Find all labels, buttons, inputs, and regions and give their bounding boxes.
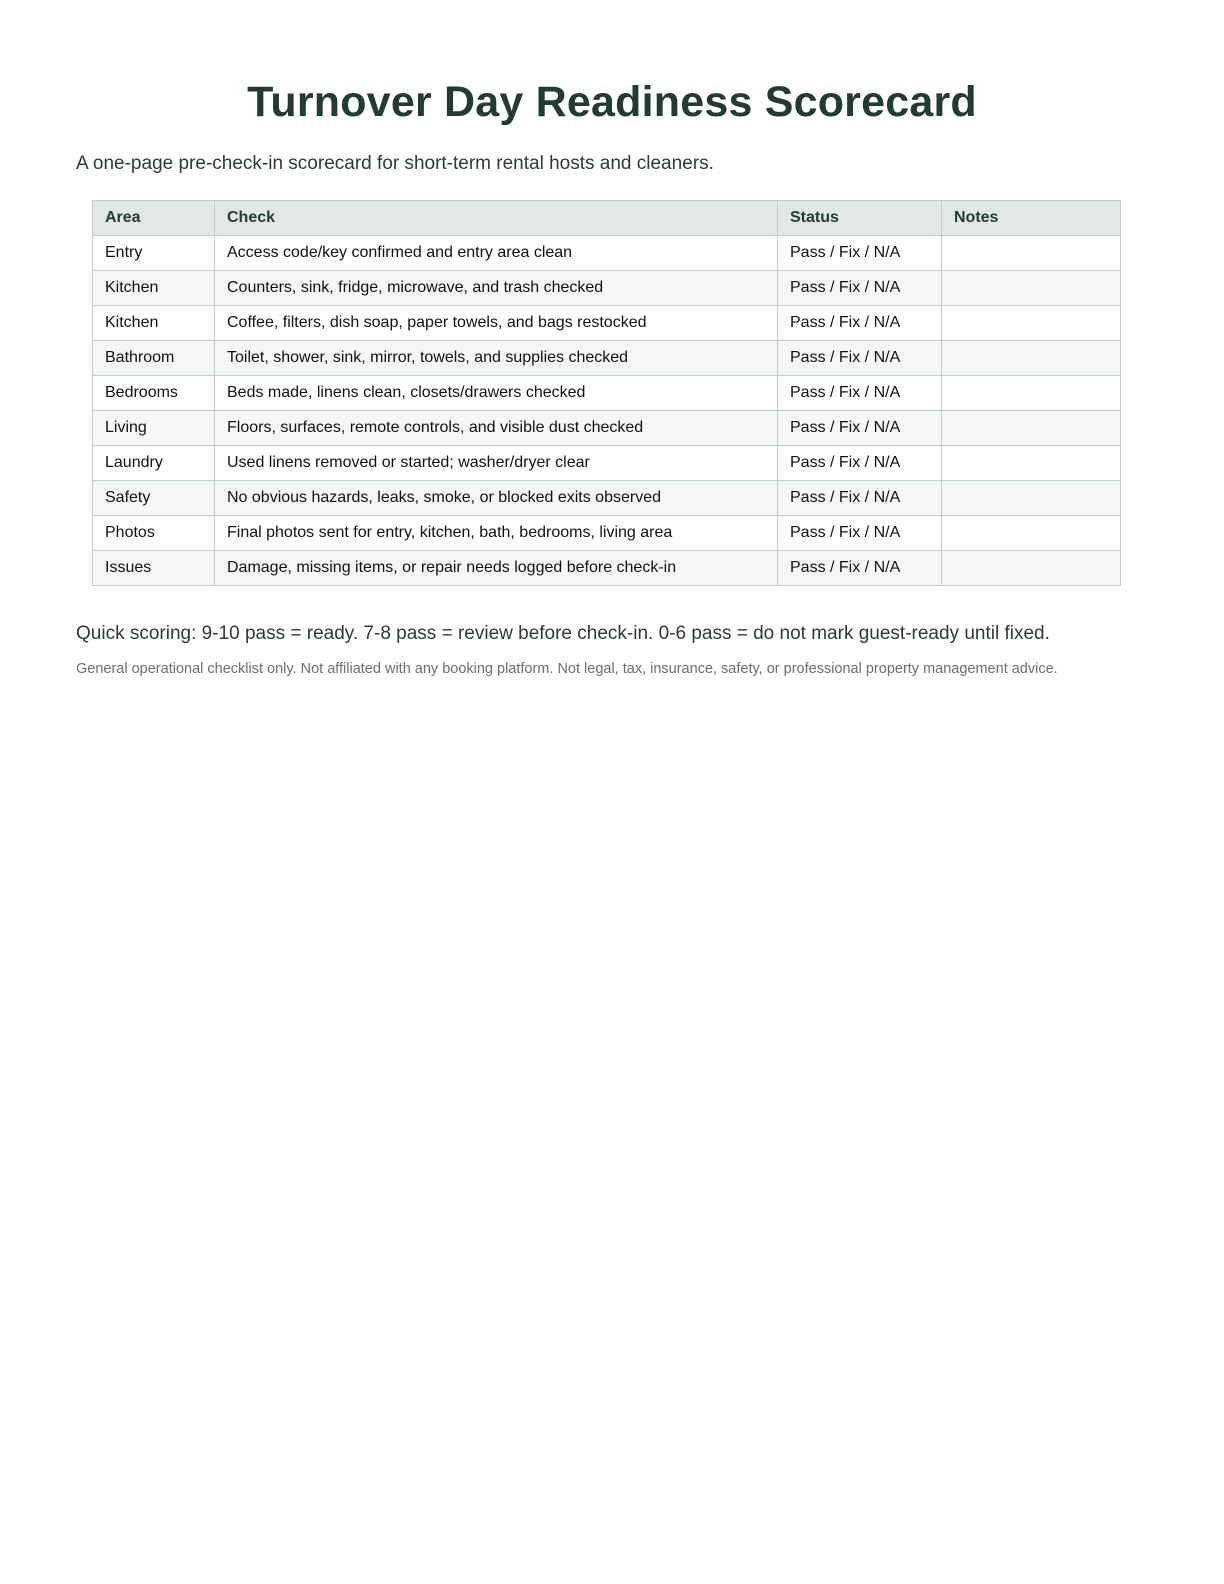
status-cell: Pass / Fix / N/A (778, 306, 942, 341)
check-cell: Beds made, linens clean, closets/drawers checked (215, 376, 778, 411)
check-cell: Floors, surfaces, remote controls, and visible dust checked (215, 411, 778, 446)
table-row (93, 516, 1121, 551)
page-subtitle: A one-page pre-check-in scorecard for short-term rental hosts and cleaners. (76, 153, 714, 174)
area-cell: Entry (93, 236, 215, 271)
check-cell: Counters, sink, fridge, microwave, and trash checked (215, 271, 778, 306)
status-cell: Pass / Fix / N/A (778, 411, 942, 446)
area-cell: Kitchen (93, 306, 215, 341)
quick-scoring-note: Quick scoring: 9-10 pass = ready. 7-8 pass = review before check-in. 0-6 pass = do not mark guest-ready until fixed. (76, 623, 1050, 644)
column-header-area: Area (93, 201, 215, 236)
disclaimer-text: General operational checklist only. Not affiliated with any booking platform. Not legal, tax, insurance, safety, or professional property management advice. (76, 661, 1058, 677)
check-cell: Toilet, shower, sink, mirror, towels, and supplies checked (215, 341, 778, 376)
check-cell: Coffee, filters, dish soap, paper towels, and bags restocked (215, 306, 778, 341)
notes-cell (942, 551, 1121, 586)
notes-cell (942, 411, 1121, 446)
status-cell: Pass / Fix / N/A (778, 271, 942, 306)
column-header-notes: Notes (942, 201, 1121, 236)
table-row (93, 481, 1121, 516)
status-cell: Pass / Fix / N/A (778, 236, 942, 271)
table-row (93, 411, 1121, 446)
notes-cell (942, 306, 1121, 341)
area-cell: Bedrooms (93, 376, 215, 411)
table-row (93, 306, 1121, 341)
check-cell: Access code/key confirmed and entry area clean (215, 236, 778, 271)
check-cell: No obvious hazards, leaks, smoke, or blocked exits observed (215, 481, 778, 516)
column-header-check: Check (215, 201, 778, 236)
notes-cell (942, 376, 1121, 411)
notes-cell (942, 271, 1121, 306)
area-cell: Safety (93, 481, 215, 516)
column-header-status: Status (778, 201, 942, 236)
scorecard-table (92, 200, 1121, 586)
table-row (93, 341, 1121, 376)
status-cell: Pass / Fix / N/A (778, 376, 942, 411)
area-cell: Laundry (93, 446, 215, 481)
table-header-row (93, 201, 1121, 236)
table-row (93, 236, 1121, 271)
notes-cell (942, 341, 1121, 376)
table-row (93, 271, 1121, 306)
area-cell: Bathroom (93, 341, 215, 376)
status-cell: Pass / Fix / N/A (778, 446, 942, 481)
table-row (93, 446, 1121, 481)
notes-cell (942, 516, 1121, 551)
notes-cell (942, 236, 1121, 271)
area-cell: Kitchen (93, 271, 215, 306)
table-row (93, 376, 1121, 411)
check-cell: Damage, missing items, or repair needs logged before check-in (215, 551, 778, 586)
status-cell: Pass / Fix / N/A (778, 341, 942, 376)
check-cell: Final photos sent for entry, kitchen, bath, bedrooms, living area (215, 516, 778, 551)
status-cell: Pass / Fix / N/A (778, 551, 942, 586)
area-cell: Living (93, 411, 215, 446)
table-row (93, 551, 1121, 586)
notes-cell (942, 481, 1121, 516)
notes-cell (942, 446, 1121, 481)
area-cell: Issues (93, 551, 215, 586)
status-cell: Pass / Fix / N/A (778, 481, 942, 516)
status-cell: Pass / Fix / N/A (778, 516, 942, 551)
area-cell: Photos (93, 516, 215, 551)
check-cell: Used linens removed or started; washer/dryer clear (215, 446, 778, 481)
page-title: Turnover Day Readiness Scorecard (247, 78, 977, 126)
